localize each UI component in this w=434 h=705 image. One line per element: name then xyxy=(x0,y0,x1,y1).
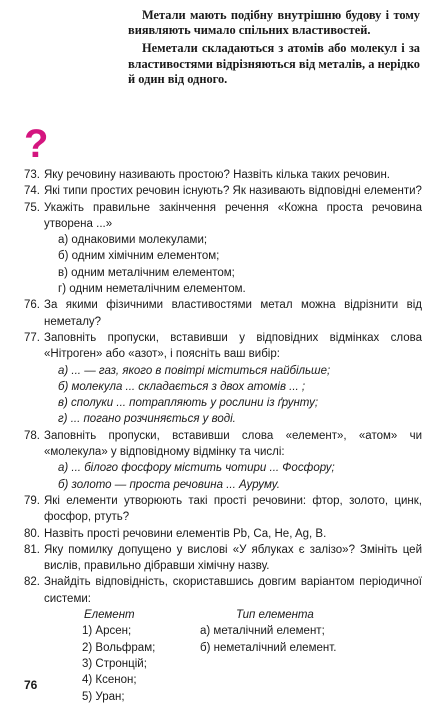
question-text: Знайдіть відповідність, скориставшись довгим варіантом періодичної системи: xyxy=(44,576,422,605)
answer-option: а) ... — газ, якого в повітрі міститься найбільше; xyxy=(58,364,331,377)
question-73 xyxy=(24,167,422,183)
answer-option: г) ... погано розчиняється у воді. xyxy=(58,413,236,426)
question-number: 78. xyxy=(24,429,40,442)
element-type-column xyxy=(200,607,400,705)
summary-metals: Метали мають подібну внутрішню будову і тому виявляють чимало спільних властивостей. xyxy=(128,8,420,38)
element-type-item: б) неметалічний елемент. xyxy=(200,641,337,654)
answer-option: б) молекула ... складається з двох атомів ... ; xyxy=(58,380,306,393)
element-column xyxy=(82,607,200,705)
question-75 xyxy=(24,200,422,233)
question-number: 82. xyxy=(24,576,40,589)
question-number: 73. xyxy=(24,169,40,181)
question-text: Яку помилку допущено у вислові «У яблуках є залізо»? Змініть цей вислів, правильно дібравши хімічну назву. xyxy=(44,543,422,573)
question-number: 75. xyxy=(24,201,40,214)
question-79 xyxy=(24,493,422,526)
element-item: 4) Ксенон; xyxy=(82,674,137,687)
matching-table xyxy=(24,607,422,705)
element-type-column-header: Тип елемента xyxy=(236,609,314,622)
question-text: За якими фізичними властивостями метал можна відрізнити від неметалу? xyxy=(44,299,422,328)
question-number: 74. xyxy=(24,185,40,198)
answer-option: г) одним неметалічним елементом. xyxy=(58,283,246,296)
summary-box xyxy=(128,8,420,87)
answer-option: в) сполуки ... потрапляють у рослини із ґрунту; xyxy=(58,397,319,410)
question-mark-icon: ? xyxy=(24,122,49,166)
element-column-header: Елемент xyxy=(84,609,135,622)
page-number: 76 xyxy=(24,678,38,692)
answer-option: б) одним хімічним елементом; xyxy=(58,250,220,263)
question-number: 79. xyxy=(24,494,40,507)
question-number: 76. xyxy=(24,299,40,312)
question-81 xyxy=(24,542,422,575)
question-text: Які елементи утворюють такі прості речовини: фтор, золото, цинк, фосфор, ртуть? xyxy=(44,494,422,524)
questions-list xyxy=(24,167,422,705)
answer-option: в) одним металічним елементом; xyxy=(58,266,235,279)
summary-nonmetals: Неметали складаються з атомів або молекул і за властивостями відрізняються від металів, а нерідко й один від одного. xyxy=(128,41,420,86)
element-item: 1) Арсен; xyxy=(82,625,132,638)
question-text: Назвіть прості речовини елементів Pb, Ca, He, Ag, B. xyxy=(44,527,327,540)
element-item: 5) Уран; xyxy=(82,690,125,703)
question-text: Заповніть пропуски, вставивши слова «елемент», «атом» чи «молекула» у відповідному відмінку та числі: xyxy=(44,429,422,459)
question-text: Укажіть правильне закінчення речення «Кожна проста речовина утворена ...» xyxy=(44,201,422,230)
element-item: 2) Вольфрам; xyxy=(82,641,156,654)
question-text: Заповніть пропуски, вставивши у відповідних відмінках слова «Нітроген» або «азот», і поясніть ваш вибір: xyxy=(44,331,422,361)
question-number: 81. xyxy=(24,543,40,556)
answer-option: а) однаковими молекулами; xyxy=(58,234,208,247)
question-number: 77. xyxy=(24,331,40,344)
answer-option: б) золото — проста речовина ... Ауруму. xyxy=(58,478,280,491)
element-item: 3) Стронцій; xyxy=(82,657,147,670)
question-number: 80. xyxy=(24,527,40,540)
question-82 xyxy=(24,574,422,607)
answer-option: а) ... білого фосфору містить чотири ... Фосфору; xyxy=(58,462,335,475)
question-78 xyxy=(24,428,422,461)
element-type-item: а) металічний елемент; xyxy=(200,625,325,638)
question-74 xyxy=(24,183,422,199)
question-text: Які типи простих речовин існують? Як називають відповідні елементи? xyxy=(44,185,422,198)
question-80 xyxy=(24,526,422,542)
question-77 xyxy=(24,330,422,363)
question-76 xyxy=(24,297,422,330)
question-text: Яку речовину називають простою? Назвіть кілька таких речовин. xyxy=(44,169,391,181)
